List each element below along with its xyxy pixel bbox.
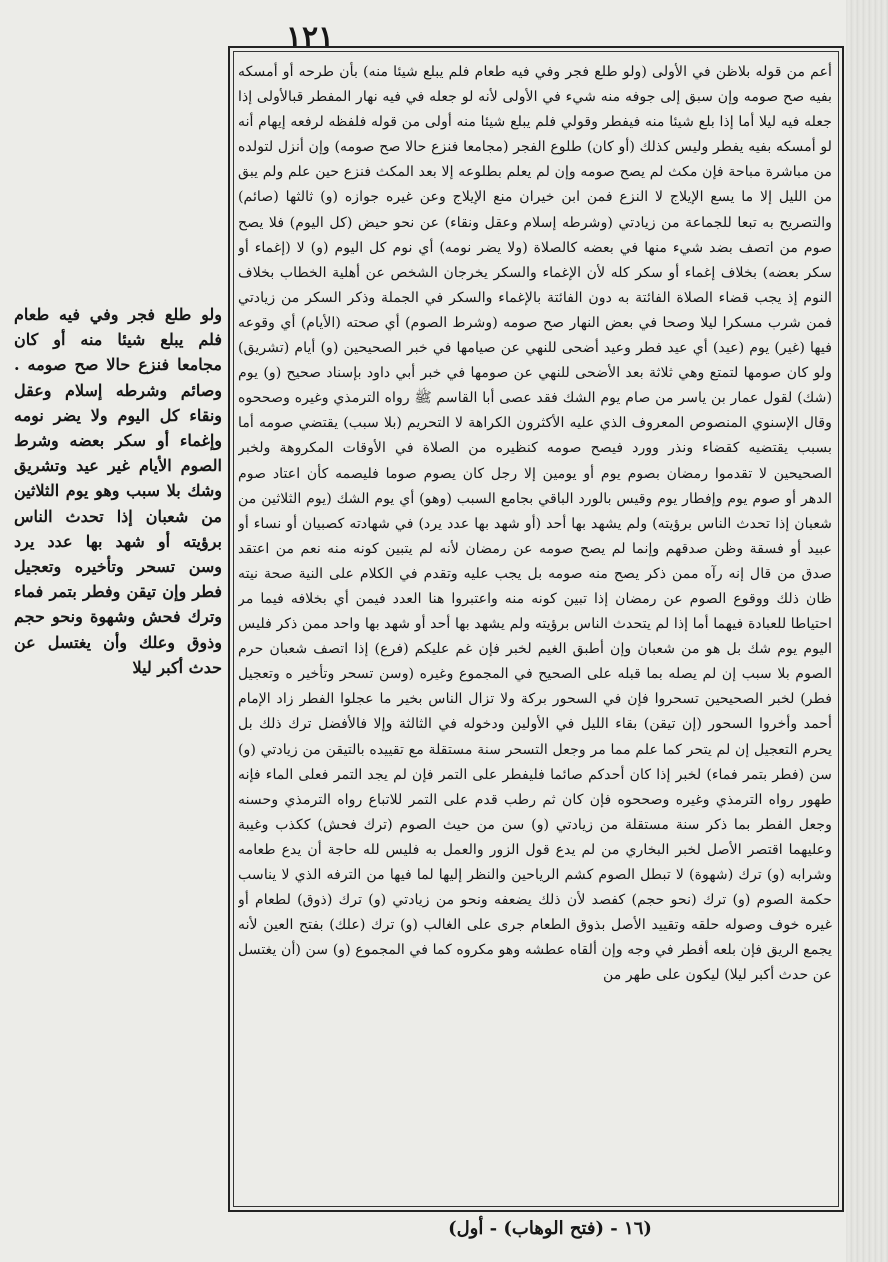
matn-margin-column (14, 302, 222, 962)
commentary-body (238, 60, 832, 1202)
matn-paragraph: ولو طلع فجر وفي فيه طعام فلم يبلع شيئا منه أو كان مجامعا فنزع حالا صح صومه . وصائم وشرطه إسلام وعقل ونقاء كل اليوم ولا يضر نومه وإغماء أو سكر بعضه وشرط الصوم الأيام غير عيد وتشريق وشك بلا سبب وهو يوم الثلاثين من شعبان إذا تحدث الناس برؤيته أو شهد بها عدد يرد وسن تسحر وتأخيره وتعجيل فطر وإن تيقن وفطر بتمر فماء وترك فحش وشهوة ونحو حجم وذوق وعلك وأن يغتسل عن حدث أكبر ليلا (14, 305, 222, 677)
commentary-paragraph: أعم من قوله بلاظن في الأولى (ولو طلع فجر وفي فيه طعام فلم يبلع شيئا منه) بأن طرحه أو أمسكه بفيه صح صومه وإن سبق إلى جوفه منه شيء في الأولى لأنه لو جعله في فيه نهار المفطر قبالأولى إذا جعله فيه ليلا أما إذا بلع شيئا منه فيفطر وقولي فلم يبلع شيئا منه أولى من قوله فلفظه لرفعه إيهام أنه لو أمسكه بفيه يفطر وليس كذلك (أو كان) طلوع الفجر (مجامعا فنزع حالا صح صومه) وإن أنزل لتولده من مباشرة مباحة فإن مكث لم يصح صومه وإن لم يعلم بطلوعه إلا بعد المكث فنزع حين علم ولم يبق من الليل إلا ما يسع الإيلاج لا النزع فمن ابن خيران منع الإيلاج وعن غيره جوازه (و) ثالثها (صائم) والتصريح به تبعا للجماعة من زيادتي (وشرطه إسلام وعقل ونقاء) عن نحو حيض (كل اليوم) فلا يصح صوم من اتصف بضد شيء منها في بعضه كالصلاة (ولا يضر نومه) أي نوم كل اليوم (و) لا (إغماء أو سكر بعضه) بخلاف إغماء أو سكر كله لأن الإغماء والسكر يخرجان الشخص عن أهلية الخطاب بخلاف النوم إذ يجب قضاء الصلاة الفائتة به دون الفائتة بالإغماء والسكر في الجملة وذكر السكر من زيادتي فمن شرب مسكرا ليلا وصحا في بعض النهار صح صومه (وشرط الصوم) أي صحته (الأيام) أي وقوعه فيها (غير) يوم (عيد) أي عيد فطر وعيد أضحى للنهي عن صيامها في خبر الصحيحين (و) أيام (تشريق) ولو كان صومها لتمتع وهي ثلاثة بعد الأضحى للنهي عن صومها في خبر أبي داود بإسناد صحيح (و) يوم (شك) لقول عمار بن ياسر من صام يوم الشك فقد عصى أبا القاسم ﷺ رواه الترمذي وغيره وصححوه وقال الإسنوي المنصوص المعروف الذي عليه الأكثرون الكراهة لا التحريم (بلا سبب) يقتضي صومه أما بسبب يقتضيه كقضاء ونذر وورد فيصح صومه كنظيره من الصلاة في الأوقات المكروهة ولخبر الصحيحين لا تقدموا رمضان بصوم يوم أو يومين إلا رجل كان يصوم صوما فليصمه كأن اعتاد صوم الدهر أو صوم يوم وإفطار يوم وقيس بالورد الباقي بجامع السبب (وهو) أي يوم الشك (يوم الثلاثين من شعبان إذا تحدث الناس برؤيته) ولم يشهد بها أحد (أو شهد بها عدد يرد) في شهادته كصبيان أو نساء أو عبيد أو فسقة وظن صدقهم وإنما لم يصح صومه عن رمضان لأنه لم يتبين كونه منه نعم من اعتقد صدق من قال إنه رآه ممن ذكر يصح منه صومه بل يجب عليه وتقدم في الكلام على النية صحة نيته ظان ذلك ووقوع الصوم عن رمضان إذا تبين كونه منه واعتبروا هنا العدد فيمن أي بخلافه فيما مر احتياطا للعبادة فيهما أما إذا لم يتحدث الناس برؤيته ولم يشهد بها أحد أو شهد بها واحد ممن ذكر فليس اليوم يوم شك بل هو من شعبان وإن أطبق الغيم لخبر فإن غم عليكم (فرع) إذا اتصف شعبان حرم الصوم بلا سبب إن لم يصله بما قبله على الصحيح في المجموع وغيره (وسن تسحر وتأخير ه وتعجيل فطر) لخبر الصحيحين تسحروا فإن في السحور بركة ولا تزال الناس بخير ما عجلوا الفطر زاد الإمام أحمد وأخروا السحور (إن تيقن) بقاء الليل في الأولين ودخوله في الثالثة وإلا فالأفضل ترك ذلك بل يحرم التعجيل إن لم يتحر كما علم مما مر وجعل التسحر سنة مستقلة مع تقييده بالتيقن من زيادتي (و) سن (فطر بتمر فماء) لخبر إذا كان أحدكم صائما فليفطر على التمر فإن لم يجد التمر فعلى الماء فإنه طهور رواه الترمذي وغيره وصححوه فإن كان ثم رطب قدم على التمر للاتباع رواه الترمذي وحسنه وجعل الفطر بما ذكر سنة مستقلة من زيادتي (و) سن من حيث الصوم (ترك فحش) ككذب وغيبة وعليهما اقتصر الأصل لخبر البخاري من لم يدع قول الزور والعمل به فليس لله حاجة أن يدع طعامه وشرابه (و) ترك (شهوة) لا تبطل الصوم كشم الرياحين والنظر إليها لما فيها من الترفه الذي لا يناسب حكمة الصوم (و) ترك (نحو حجم) كفصد لأن ذلك يضعفه ونحو من زيادتي (و) ترك (ذوق) لطعام أو غيره خوف وصوله حلقه وتقييد الأصل بذوق الطعام جرى على الغالب (و) ترك (علك) بفتح العين لأنه يجمع الريق فإن بلعه أفطر في وجه وإن ألقاه عطشه وهو مكروه كما في المجموع (و) سن (أن يغتسل عن حدث أكبر ليلا) ليكون على طهر من (238, 64, 832, 984)
page-edge (846, 0, 888, 1262)
signature-footer: (١٦ - (فتح الوهاب) - أول) (448, 1218, 652, 1239)
page-number: ١٢١ (285, 20, 335, 55)
